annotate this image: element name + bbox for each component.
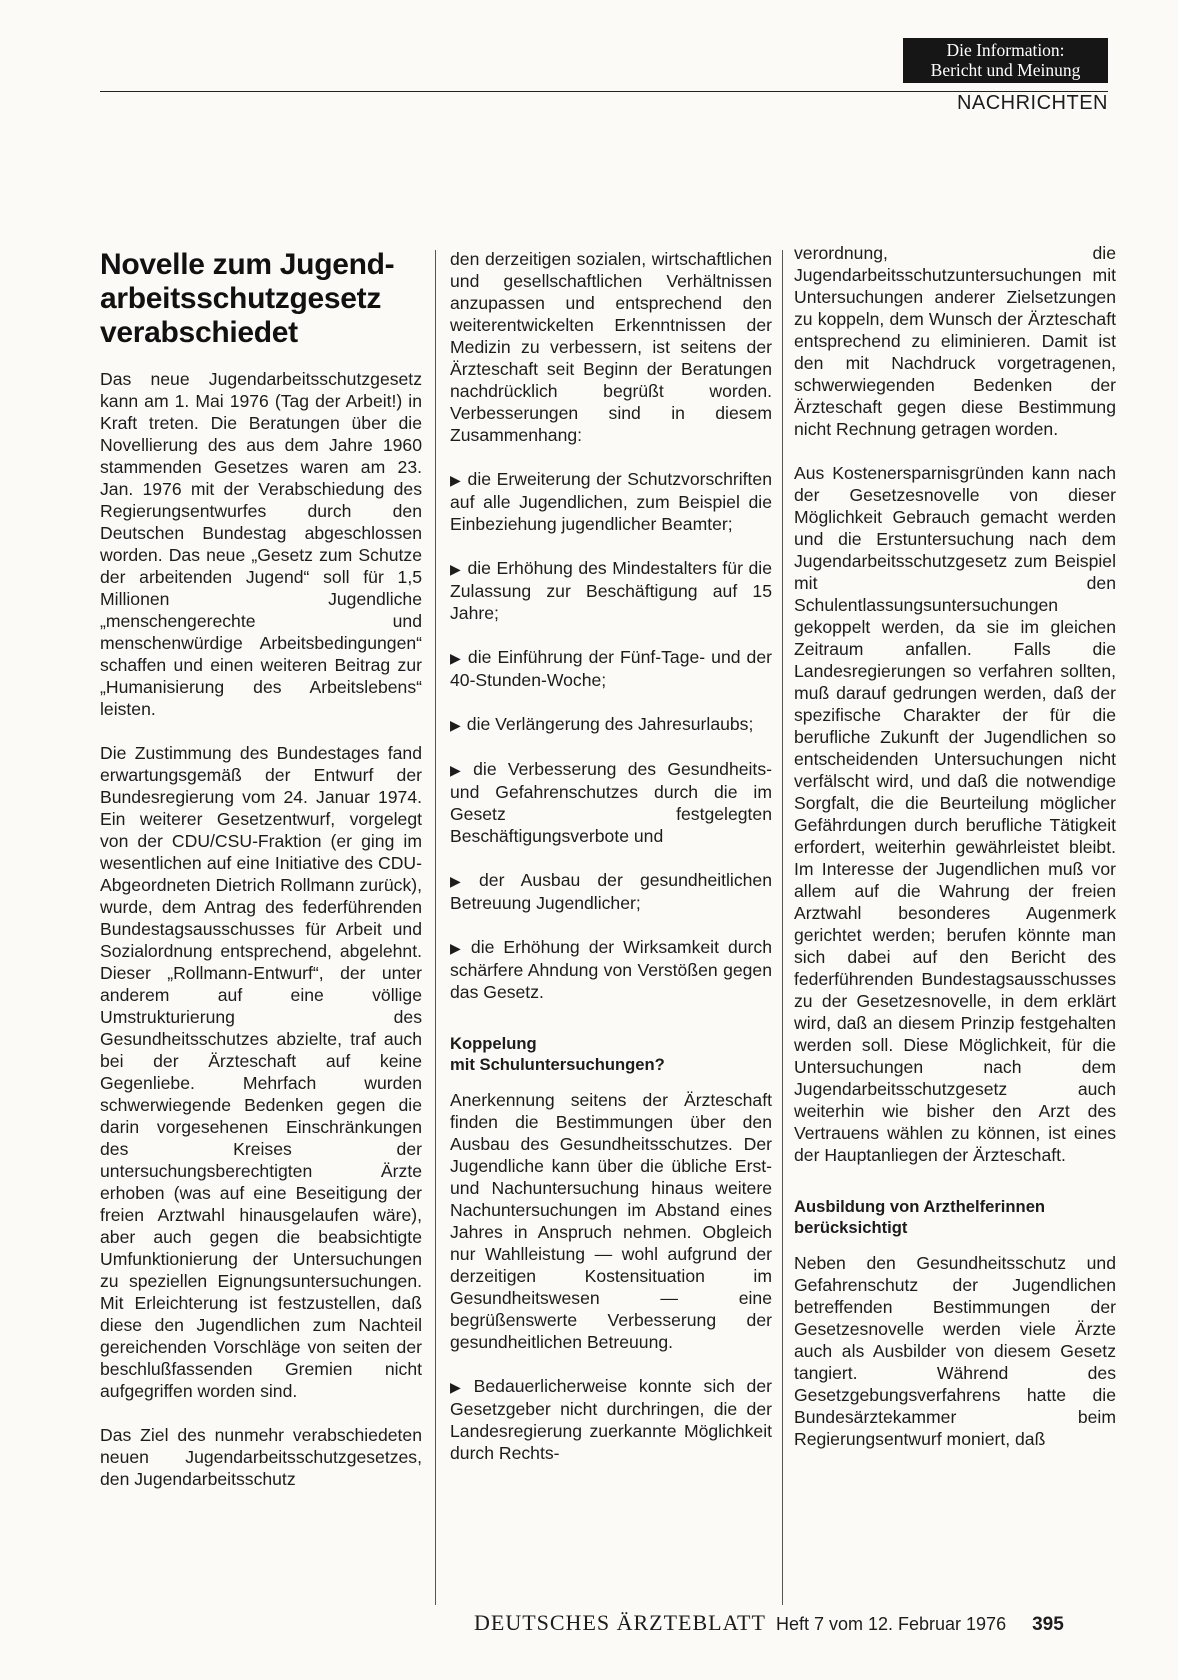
bullet-text: die Verbesserung des Gesundheits- und Gefahrenschutzes durch die im Gesetz festgelegten Beschäftigungsverbote und [450,759,772,846]
subheading-line: Koppelung [450,1034,537,1053]
column-divider [435,250,436,1605]
triangle-right-icon: ▶ [450,1379,468,1395]
bullet-text: die Verlängerung des Jahresurlaubs; [466,714,754,734]
bullet-text: der Ausbau der gesundheitlichen Betreuung Jugendlicher; [450,870,772,913]
section-badge [903,38,1108,83]
headline-line: arbeitsschutzgesetz [100,282,382,315]
paragraph: Das Ziel des nunmehr verabschiedeten neuen Jugendarbeitsschutzgesetzes, den Jugendarbeitsschutz [100,1425,422,1489]
bullet-item [450,1375,772,1464]
triangle-right-icon: ▶ [450,717,461,733]
bullet-item [450,557,772,624]
bullet-text: die Erweiterung der Schutzvorschriften auf alle Jugendlichen, zum Beispiel die Einbeziehung jugendlicher Beamter; [450,469,772,534]
section-label: NACHRICHTEN [956,92,1108,114]
journal-title: DEUTSCHES ÄRZTEBLATT [474,1610,766,1635]
headline-line: Novelle zum Jugend- [100,248,395,281]
page-footer [474,1610,1108,1640]
paragraph: den derzeitigen sozialen, wirtschaftlichen und gesellschaftlichen Verhältnissen anzupassen und entsprechend den weiterentwickelten Erkenntnissen der Medizin zu verbessern, ist seitens der Ärzteschaft seit Beginn der Beratungen nachdrücklich begrüßt worden. Verbesserungen sind in diesem Zusammenhang: [450,249,772,445]
page-number: 395 [1032,1614,1064,1635]
issue-info: Heft 7 vom 12. Februar 1976 [775,1614,1007,1634]
subheading-line: mit Schuluntersuchungen? [450,1055,665,1074]
triangle-right-icon: ▶ [450,561,462,577]
bullet-text: die Erhöhung der Wirksamkeit durch schärfere Ahndung von Verstößen gegen das Gesetz. [450,937,772,1002]
column-3 [794,242,1116,1472]
triangle-right-icon: ▶ [450,940,465,956]
triangle-right-icon: ▶ [450,873,474,889]
subheading [450,1033,772,1075]
triangle-right-icon: ▶ [450,650,462,666]
column-divider [782,250,783,1605]
paragraph: Die Zustimmung des Bundestages fand erwartungsgemäß der Entwurf der Bundesregierung vom 24. Januar 1974. Ein weiterer Gesetzentwurf, vorgelegt von der CDU/CSU-Fraktion (er ging im wesentlichen auf eine Initiative des CDU-Abgeordneten Dietrich Rollmann zurück), wurde, dem Antrag des federführenden Bundestagsausschusses für Arbeit und Sozialordnung entsprechend, abgelehnt. Dieser „Rollmann-Entwurf“, der unter anderem auf eine völlige Umstrukturierung des Gesundheitsschutzes abzielte, traf auch bei der Ärzteschaft auf keine Gegenliebe. Mehrfach wurden schwerwiegende Bedenken gegen die darin vorgesehenen Einschränkungen des Kreises der untersuchungsberechtigten Ärzte erhoben (was auf eine Beseitigung der freien Arztwahl hinausgelaufen wäre), aber auch gegen die beabsichtigte Umfunktionierung der Untersuchungen zu speziellen Eignungsuntersuchungen. Mit Erleichterung ist festzustellen, daß diese den Jugendlichen zum Nachteil gereichenden Vorschläge von seiten der beschlußfassenden Gremien nicht aufgegriffen worden sind. [100,743,422,1401]
triangle-right-icon: ▶ [450,762,468,778]
headline-line: verabschiedet [100,316,298,349]
triangle-right-icon: ▶ [450,472,462,488]
subheading-line: Ausbildung von Arzthelferinnen [794,1197,1046,1216]
subheading [794,1196,1116,1238]
bullet-item [450,869,772,914]
paragraph: Neben den Gesundheitsschutz und Gefahrenschutz der Jugendlichen betreffenden Bestimmungen der Gesetzesnovelle werden viele Ärzte auch als Ausbilder von diesem Gesetz tangiert. Während des Gesetzgebungsverfahrens hatte die Bundesärztekammer beim Regierungsentwurf moniert, daß [794,1253,1116,1449]
paragraph: Anerkennung seitens der Ärzteschaft finden die Bestimmungen über den Ausbau des Gesundheitsschutzes. Der Jugendliche kann über die übliche Erst- und Nachuntersuchung hinaus weitere Nachuntersuchungen im Abstand eines Jahres in Anspruch nehmen. Obgleich nur Wahlleistung — wohl aufgrund der derzeitigen Kostensituation im Gesundheitswesen — eine begrüßenswerte Verbesserung der gesundheitlichen Betreuung. [450,1090,772,1352]
article-headline [100,248,422,350]
column-1 [100,248,422,1512]
column-2 [450,248,772,1486]
bullet-item [450,936,772,1003]
badge-line-1: Die Information: [946,40,1065,60]
paragraph: verordnung, die Jugendarbeitsschutzuntersuchungen mit Untersuchungen anderer Zielsetzungen zu koppeln, dem Wunsch der Ärzteschaft entsprechend zu eliminieren. Damit ist den mit Nachdruck vorgetragenen, schwerwiegenden Bedenken der Ärzteschaft gegen diese Bestimmung nicht Rechnung getragen worden. [794,243,1116,439]
bullet-item [450,713,772,736]
badge-line-2: Bericht und Meinung [930,60,1081,80]
bullet-text: Bedauerlicherweise konnte sich der Gesetzgeber nicht durchringen, die der Landesregierung zuerkannte Möglichkeit durch Rechts- [450,1376,772,1463]
paragraph: Das neue Jugendarbeitsschutzgesetz kann am 1. Mai 1976 (Tag der Arbeit!) in Kraft treten. Die Beratungen über die Novellierung des aus dem Jahre 1960 stammenden Gesetzes waren am 23. Jan. 1976 mit der Verabschiedung des Regierungsentwurfes durch den Deutschen Bundestag abgeschlossen worden. Das neue „Gesetz zum Schutze der arbeitenden Jugend“ soll für 1,5 Millionen Jugendliche „menschengerechte und menschenwürdige Arbeitsbedingungen“ schaffen und einen weiteren Beitrag zur „Humanisierung des Arbeitslebens“ leisten. [100,369,422,719]
bullet-item [450,468,772,535]
bullet-text: die Erhöhung des Mindestalters für die Zulassung zur Beschäftigung auf 15 Jahre; [450,558,772,623]
bullet-item [450,758,772,847]
subheading-line: berücksichtigt [794,1218,908,1237]
bullet-text: die Einführung der Fünf-Tage- und der 40-Stunden-Woche; [450,647,772,690]
bullet-item [450,646,772,691]
paragraph: Aus Kostenersparnisgründen kann nach der Gesetzesnovelle von dieser Möglichkeit Gebrauch gemacht werden und die Erstuntersuchung nach dem Jugendarbeitsschutzgesetz zum Beispiel mit den Schulentlassungsuntersuchungen gekoppelt werden, da sie im gleichen Zeitraum anfallen. Falls die Landesregierungen so verfahren sollten, muß darauf gedrungen werden, daß der spezifische Charakter der für die berufliche Zukunft der Jugendlichen so entscheidenden Untersuchungen nicht verfälscht wird, und daß die notwendige Sorgfalt, die die Beurteilung möglicher Gefährdungen durch berufliche Tätigkeit erfordert, weiterhin gewährleistet bleibt. Im Interesse der Jugendlichen muß vor allem auf die Wahrung der freien Arztwahl besonderes Augenmerk gerichtet werden; berufen könnte man sich dabei auf den Bericht des federführenden Bundestagsausschusses zu der Gesetzesnovelle, in dem erklärt wird, daß an diesem Prinzip festgehalten werden soll. Diese Möglichkeit, für die Untersuchungen nach dem Jugendarbeitsschutzgesetz auch weiterhin wie bisher den Arzt des Vertrauens wählen zu können, ist eines der Hauptanliegen der Ärzteschaft. [794,463,1116,1165]
